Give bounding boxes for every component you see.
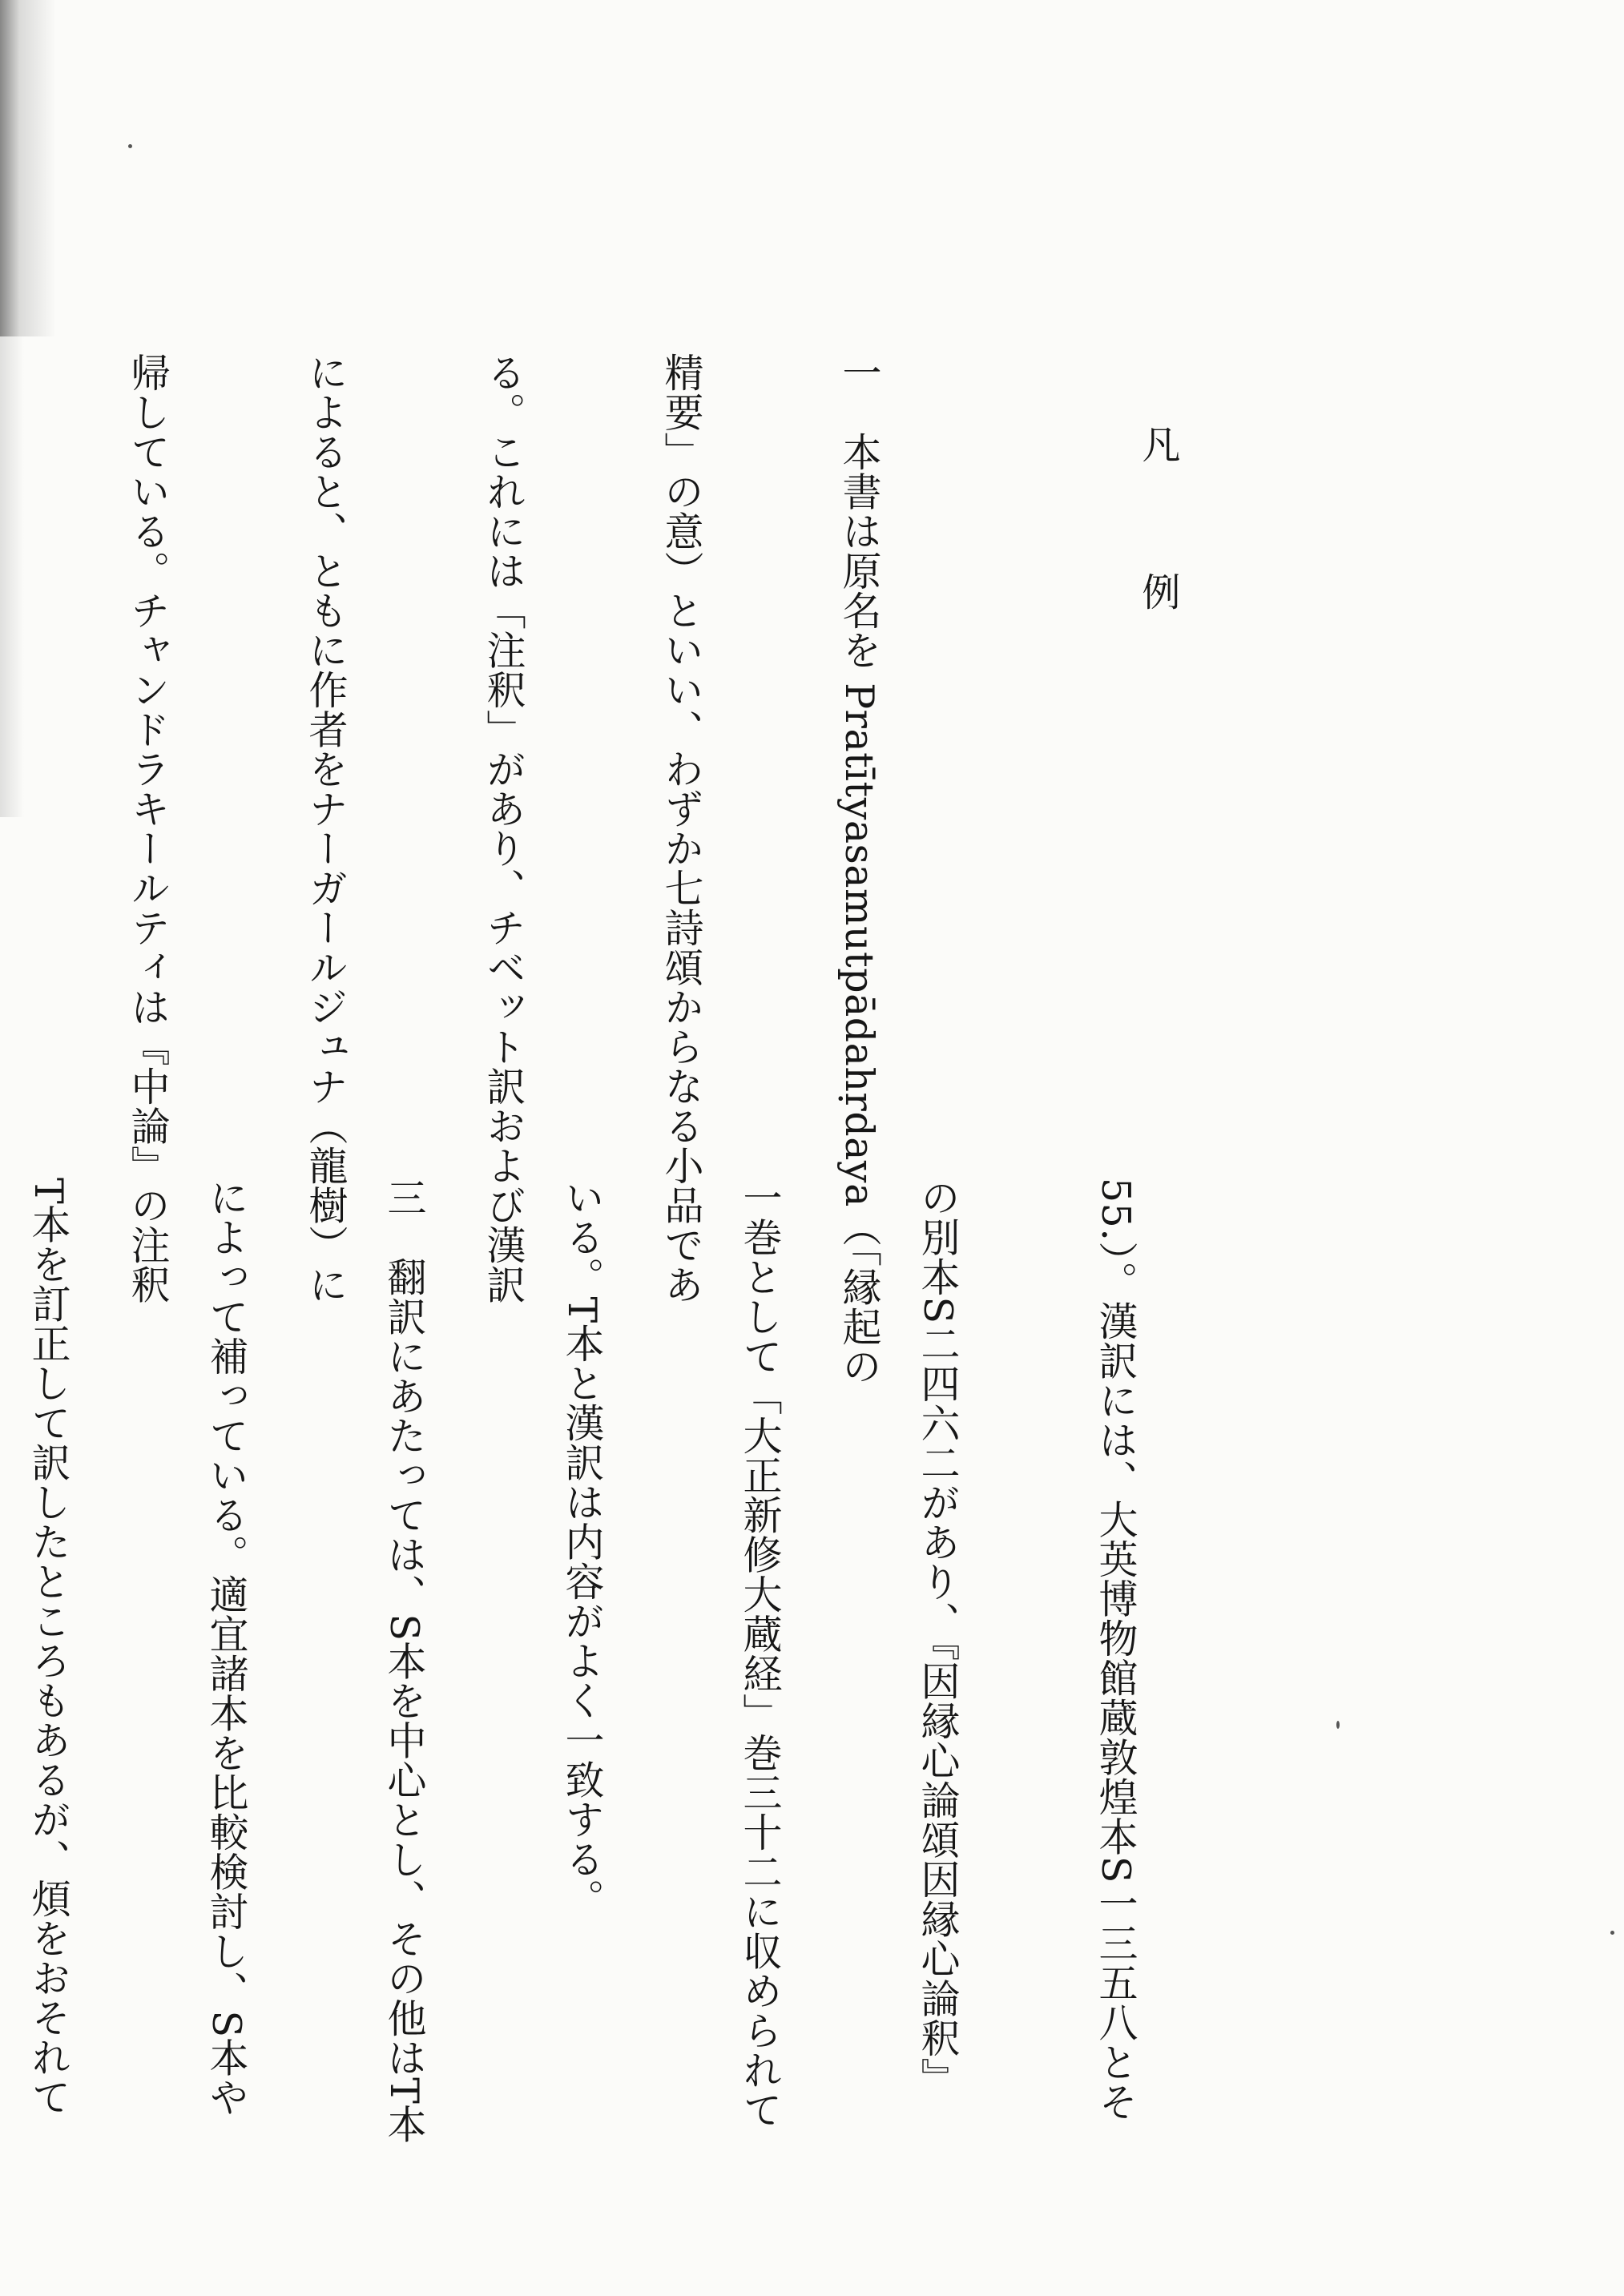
text-line: 三 翻訳にあたっては、S本を中心とし、その他はT本 <box>381 1178 427 2144</box>
text-line: る。これには「注釈」があり、チベット訳および漢訳 <box>481 352 526 1304</box>
text-column-group-upper <box>125 352 1007 1386</box>
scan-speck <box>1610 1931 1614 1935</box>
text-line: の別本S二四六二があり、『因縁心論頌因縁心論釈』 <box>915 1178 961 2098</box>
page-edge-shadow <box>0 0 56 336</box>
text-line: 一巻として「大正新修大蔵経」巻三十二に収められて <box>737 1178 783 2129</box>
text-line: いる。T本と漢訳は内容がよく一致する。 <box>559 1178 605 1919</box>
scan-speck <box>128 144 132 148</box>
text-column-group-lower <box>26 1178 1263 2144</box>
text-line: 55.）。漢訳には、大英博物館蔵敦煌本S一三五八とそ <box>1093 1178 1138 2121</box>
text-line: によると、ともに作者をナーガールジュナ（龍樹）に <box>303 352 349 1304</box>
text-line: T本を訂正して訳したところもあるが、煩をおそれて <box>26 1178 71 2117</box>
text-line: 一 本書は原名を Pratītyasamutpādahṛdaya（「縁起の <box>836 352 882 1386</box>
text-line: 精要」の意）といい、わずか七詩頌からなる小品であ <box>659 352 704 1304</box>
text-line: によって補っている。適宜諸本を比較検討し、S本や <box>204 1178 249 2117</box>
text-line: 帰している。チャンドラキールティは『中論』の注釈 <box>125 352 171 1304</box>
page-title: 凡 例 <box>1135 425 1180 646</box>
scan-speck <box>1336 1721 1340 1729</box>
